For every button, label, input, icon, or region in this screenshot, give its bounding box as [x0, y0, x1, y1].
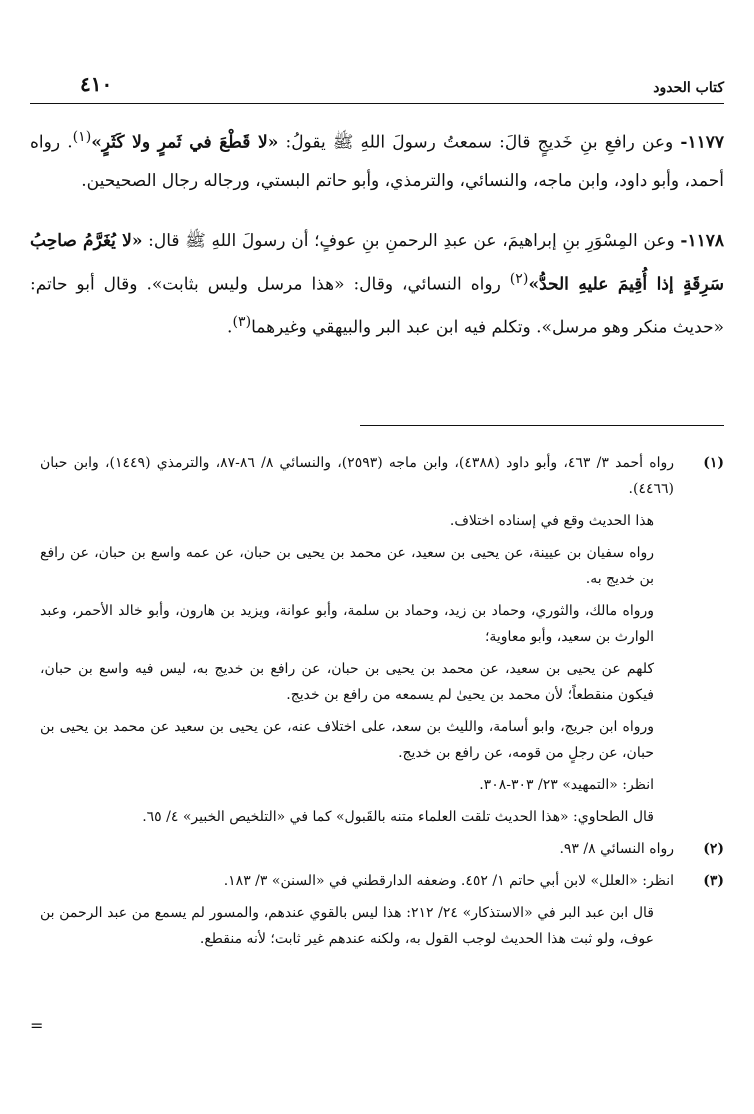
footnote-text: هذا الحديث وقع في إسناده اختلاف.: [449, 513, 654, 529]
header-rule: [30, 103, 724, 104]
footnote-text: قال ابن عبد البر في «الاستذكار» ٢٤/ ٢١٢: هذا ليس بالقوي عندهم، والمسور لم يسمع من عبد الرحمن بن عوف، ولو ثبت هذا الحديث لوجب القول به، ولكنه عندهم غير ثابت؛ لأنه منقطع.: [40, 905, 655, 947]
hadith-text: .: [227, 317, 233, 338]
footnote-mark: (١): [703, 455, 724, 471]
main-text: [30, 118, 724, 347]
footnote-text: رواه أحمد ٣/ ٤٦٣، وأبو داود (٤٣٨٨)، وابن ماجه (٢٥٩٣)، والنسائي ٨/ ٨٦-٨٧، والترمذي (١٤٤٩)، وابن حبان (٤٤٦٦).: [40, 455, 674, 497]
footnote-ref[interactable]: (٣): [232, 314, 252, 331]
footnote: [40, 836, 724, 862]
hadith-number: ١١٧٨-: [680, 230, 724, 251]
footnote-mark: (٣): [703, 873, 724, 889]
running-title: كتاب الحدود: [653, 80, 724, 96]
hadith-paragraph: [30, 118, 724, 200]
footnote-text: ورواه مالك، والثوري، وحماد بن زيد، وحماد بن سلمة، وأبو عوانة، ويزيد بن هارون، وأبو خالد الأحمر، وعبد الوارث بن سعيد، وأبو معاوية؛: [40, 603, 654, 645]
hadith-paragraph: [30, 222, 724, 347]
footnote-text: انظر: «التمهيد» ٢٣/ ٣٠٣-٣٠٨.: [479, 777, 654, 793]
footnote-ref[interactable]: (٢): [509, 270, 529, 287]
footnote-text: رواه النسائي ٨/ ٩٣.: [559, 841, 674, 857]
hadith-text: وعن رافعِ بنِ خَديجٍ قالَ: سمعتُ رسولَ اللهِ ﷺ يقولُ:: [278, 132, 681, 153]
page-number: ٤١٠: [80, 72, 113, 96]
footnote-text: كلهم عن يحيى بن سعيد، عن محمد بن يحيى بن حبان، عن رافع بن خديج به، ليس فيه واسع بن حبان، فيكون منقطعاً؛ لأن محمد بن يحيىٰ لم يسمعه من رافع بن خديج.: [40, 661, 654, 703]
hadith-text: . رواه أحمد، وأبو داود، وابن ماجه، والنسائي، والترمذي، وأبو حاتم البستي، ورجاله رجال الصحيحين.: [30, 132, 724, 191]
footnote-text: رواه سفيان بن عيينة، عن يحيى بن سعيد، عن محمد بن يحيى بن حبان، عن عمه واسع بن حبان، عن رافع بن خديج به.: [40, 545, 654, 587]
footnote-ref[interactable]: (١): [72, 129, 92, 145]
hadith-text: رواه النسائي، وقال: «هذا مرسل وليس بثابت». وقال أبو حاتم: «حديث منكر وهو مرسل». وتكلم فيه ابن عبد البر والبيهقي وغيرهما: [30, 274, 724, 338]
footnote-text: قال الطحاوي: «هذا الحديث تلقت العلماء متنه بالقَبول» كما في «التلخيص الخبير» ٤/ ٦٥.: [142, 809, 654, 825]
footnote: [40, 868, 724, 952]
footnote-text: انظر: «العلل» لابن أبي حاتم ١/ ٤٥٢. وضعفه الدارقطني في «السنن» ٣/ ١٨٣.: [223, 873, 674, 889]
hadith-number: ١١٧٧-: [680, 132, 724, 153]
footnotes: [40, 450, 724, 958]
footnote-mark: (٢): [703, 841, 724, 857]
continuation-mark: =: [30, 1016, 44, 1035]
hadith-text: وعن المِسْوَرِ بنِ إبراهيمَ، عن عبدِ الرحمنِ بنِ عوفٍ؛ أن رسولَ اللهِ ﷺ قال:: [142, 230, 681, 251]
hadith-quote: «لا يُغَرَّمُ صاحِبُ سَرِقَةٍ إذا أُقِيمَ عليهِ الحدُّ»: [30, 230, 724, 295]
footnote-text: ورواه ابن جريج، وابو أسامة، والليث بن سعد، على اختلاف عنه، عن يحيى بن سعيد عن محمد بن يحيى بن حبان، عن رجلٍ من قومه، عن رافع بن خديج.: [40, 719, 654, 761]
hadith-quote: «لا قَطْعَ في ثَمرٍ ولا كَثَرٍ»: [91, 132, 279, 153]
footnote-separator: [360, 425, 724, 426]
footnote: [40, 450, 724, 830]
